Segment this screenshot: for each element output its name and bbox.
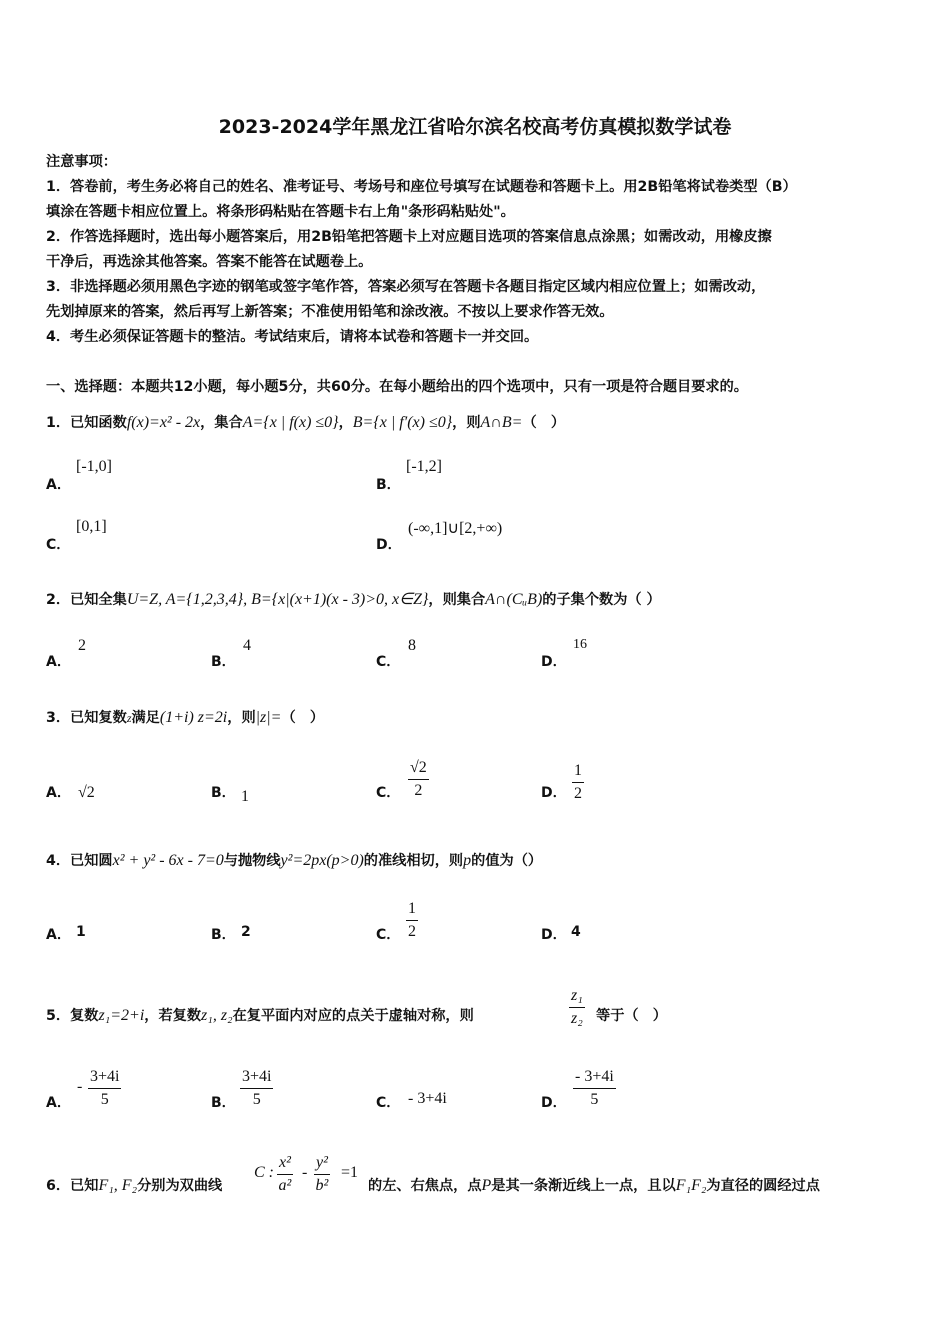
notice-line-4: 干净后，再选涂其他答案。答案不能答在试题卷上。 [46,254,373,270]
q4-p: p [463,852,472,869]
notice-line-7: 4．考生必须保证答题卡的整洁。考试结束后，请将本试卷和答题卡一并交回。 [46,329,539,345]
question-4: 4．已知圆x² + y² - 6x - 7=0与抛物线y²=2px(p>0)的准线相切，则p的值为（） [46,852,543,869]
q3-option-b: 1 [241,788,249,805]
q5-z1: z₁=2+i [98,1007,145,1024]
q3-option-b-label: B． [211,785,236,801]
q4-parabola: y²=2px(p>0) [280,852,364,869]
question-5-tail: 等于（ ） [596,1008,667,1024]
notice-line-2: 填涂在答题卡相应位置上。将条形码粘贴在答题卡右上角"条形码粘贴处"。 [46,204,515,220]
q2-option-b: 4 [243,637,251,654]
q3-option-d: $\frac{1}{2}$ [574,762,582,802]
q4-option-d: 4 [571,924,581,940]
q5-option-a: $\frac{3+4i}{5}$ [90,1068,120,1108]
q2-option-c: 8 [408,637,416,654]
notice-line-6: 先划掉原来的答案，然后再写上新答案；不准使用铅笔和涂改液。不按以上要求作答无效。 [46,304,614,320]
q1-set-a: A={x | f(x) ≤0} [242,414,339,431]
q4-option-a: 1 [76,924,86,940]
q1-option-a-label: A． [46,477,71,493]
q1-option-d: (-∞,1]∪[2,+∞) [408,520,503,537]
q5-option-c: - 3+4i [408,1090,447,1107]
section-heading: 一、选择题：本题共12小题，每小题5分，共60分。在每小题给出的四个选项中，只有一项是符合题目要求的。 [46,379,748,395]
q2-option-d-label: D． [541,654,567,670]
q4-option-c: $\frac{1}{2}$ [408,900,416,940]
q3-option-c: $\frac{√2}{2}$ [410,759,427,799]
q5-option-d-label: D． [541,1095,567,1111]
question-2: 2．已知全集U=Z, A={1,2,3,4}, B={x|(x+1)(x - 3)>0, x∈Z}，则集合A∩(CᵤB)的子集个数为（ ） [46,591,661,608]
q1-option-b: [-1,2] [406,458,442,475]
q6-hyperbola-c: C : [254,1164,274,1181]
question-5: 5．复数z₁=2+i，若复数z₁, z₂在复平面内对应的点关于虚轴对称，则 [46,1007,474,1024]
q5-ratio: $\frac{\text{z₁}}{\text{z₂}}$ [571,987,583,1027]
q3-option-c-label: C． [376,785,401,801]
q2-sets: U=Z, A={1,2,3,4}, B={x|(x+1)(x - 3)>0, x∈Z} [126,591,429,608]
q5-option-c-label: C． [376,1095,401,1111]
q5-option-b: $\frac{3+4i}{5}$ [242,1068,272,1108]
question-6-start: 6．已知F₁, F₂分别为双曲线 [46,1177,223,1194]
q1-option-a: [-1,0] [76,458,112,475]
q5-z1-z2: z₁, z₂ [201,1007,233,1024]
q2-intersection: A∩(CᵤB) [485,591,543,608]
q2-option-b-label: B． [211,654,236,670]
q1-set-b: B={x | f′(x) ≤0} [352,414,453,431]
q2-option-a-label: A． [46,654,71,670]
question-6-end: 的左、右焦点，点P是其一条渐近线上一点，且以F₁F₂为直径的圆经过点 [368,1177,820,1194]
q6-hyperbola-eq: =1 [341,1164,359,1181]
q6-hyperbola-x: $\frac{\text{x²}}{\text{a²}}$ [278,1154,292,1194]
q3-ask: |z|= [255,709,282,726]
q5-option-b-label: B． [211,1095,236,1111]
page-title: 2023-2024学年黑龙江省哈尔滨名校高考仿真模拟数学试卷 [218,116,732,138]
question-1: 1．已知函数f(x)=x² - 2x，集合A={x | f(x) ≤0}，B={x | f′(x) ≤0}，则A∩B=（ ） [46,414,566,431]
q6-hyperbola-y: $\frac{\text{y²}}{\text{b²}}$ [315,1154,329,1194]
q1-option-b-label: B． [376,477,401,493]
q3-equation: (1+i) z=2i [159,709,228,726]
q6-point-p: P [481,1177,492,1194]
q1-ask: A∩B= [480,414,523,431]
q4-option-d-label: D． [541,927,567,943]
notice-line-5: 3．非选择题必须用黑色字迹的钢笔或签字笔作答，答案必须写在答题卡各题目指定区域内相应位置上；如需改动， [46,279,766,295]
notice-line-3: 2．作答选择题时，选出每小题答案后，用2B铅笔把答题卡上对应题目选项的答案信息点涂黑；如需改动，用橡皮擦 [46,229,772,245]
q4-option-b: 2 [241,924,251,940]
q3-option-a: √2 [78,784,95,801]
question-3: 3．已知复数z满足(1+i) z=2i，则|z|=（ ） [46,709,325,726]
q2-option-d: 16 [573,637,587,652]
q3-option-d-label: D． [541,785,567,801]
q3-z: z [126,711,132,725]
q6-segment: F₁F₂ [675,1177,707,1194]
q2-option-a: 2 [78,637,86,654]
q4-option-b-label: B． [211,927,236,943]
q1-function: f(x)=x² - 2x [126,414,201,431]
q5-option-a-label: A． [46,1095,71,1111]
q6-foci: F₁, F₂ [98,1177,138,1194]
q1-option-c-label: C． [46,537,71,553]
q4-circle: x² + y² - 6x - 7=0 [112,852,224,869]
notice-heading: 注意事项： [46,154,117,170]
q4-option-a-label: A． [46,927,71,943]
q5-option-d: $\frac{- 3+4i}{5}$ [575,1068,614,1108]
q3-option-a-label: A． [46,785,71,801]
q5-option-a-sign: - [77,1078,83,1095]
q4-option-c-label: C． [376,927,401,943]
notice-line-1: 1．答卷前，考生务必将自己的姓名、准考证号、考场号和座位号填写在试题卷和答题卡上。用2B铅笔将试卷类型（B） [46,179,797,195]
q2-option-c-label: C． [376,654,401,670]
q1-option-c: [0,1] [76,518,107,535]
q6-hyperbola-minus: - [302,1164,308,1181]
q1-option-d-label: D． [376,537,402,553]
